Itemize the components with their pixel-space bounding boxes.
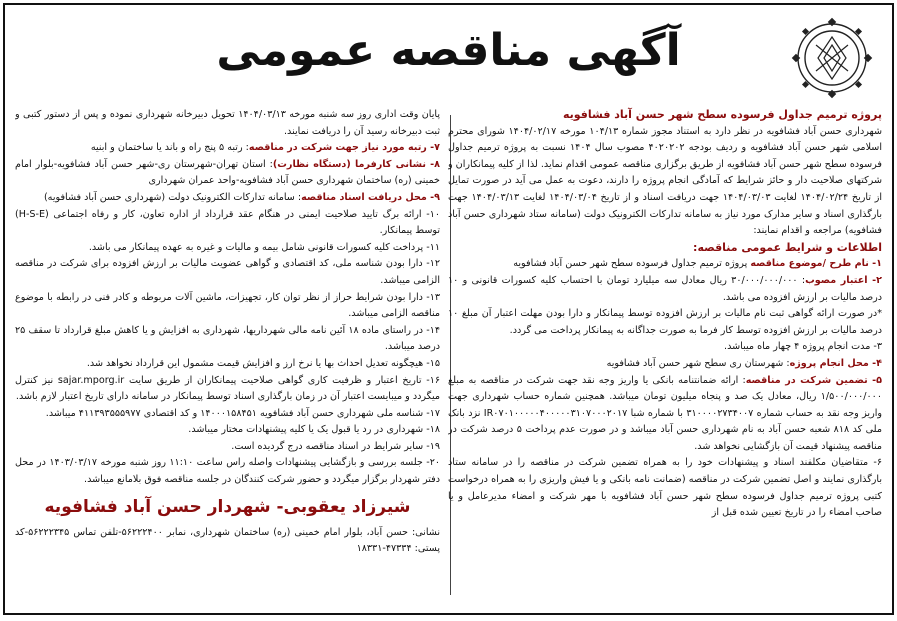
- item-3: ۳- مدت انجام پروژه ۴ چهار ماه میباشد.: [724, 341, 882, 353]
- item-18: ۱۸- شهرداری در رد یا قبول یک یا کلیه پیشنهادات مختار میباشد.: [188, 424, 440, 436]
- item-9-label: ۹- محل دریافت اسناد مناقصه: [301, 191, 440, 203]
- notice-header: [13, 11, 884, 103]
- item-11: ۱۱- پرداخت کلیه کسورات قانونی شامل بیمه و مالیات و غیره به عهده پیمانکار می باشد.: [88, 241, 440, 253]
- item-2-label: ۲- اعتبار مصوب: [805, 274, 882, 286]
- item-20: ۲۰- جلسه بررسی و بازگشایی پیشنهادات واصله راس ساعت ۱۱:۱۰ روز شنبه مورخه ۱۴۰۳/۰۳/۱۷ در محل دفتر شهردار برگزار میگردد و حضور شرکت کنندگان در جلسه مناقصه فوق بلامانع میباشد.: [15, 457, 440, 486]
- item-15: ۱۵- هیچگونه تعدیل احداث بها یا نرخ ارز و افزایش قیمت مشمول این قرارداد نخواهد شد.: [86, 357, 440, 369]
- municipality-seal-icon: [786, 15, 878, 101]
- right-column: [448, 107, 882, 607]
- item-8-text: : استان تهران-شهرستان ری-شهر حسن آباد فشافویه-بلوار امام خمینی (ره) ساختمان شهرداری حسن آباد فشافویه-واحد عمران شهرداری: [15, 158, 440, 187]
- tender-notice: [3, 3, 894, 615]
- item-12: ۱۲- دارا بودن شناسه ملی، کد اقتصادی و گواهی عضویت مالیات بر ارزش افزوده برای شرکت در مناقصه الزامی میباشد.: [15, 258, 440, 286]
- item-6: ۶- متقاضیان مکلفند اسناد و پیشنهادات خود را به همراه تضمین شرکت در مناقصه را در سامانه ستاد بارگذاری نمایند و اصل تضمین شرکت در مناقصه (ضمانت نامه بانکی و یا فیش واریزی را به همراه درخواست کتبی پروژه ترمیم جداول فرسوده سطح شهر حسن آباد فشافویه با مهر شرکت و امضاء مدیرعامل و یا صاحب امضاء را در تاریخ تعیین شده قبل از: [448, 457, 882, 519]
- project-title: پروژه ترمیم جداول فرسوده سطح شهر حسن آباد فشافویه: [562, 108, 882, 121]
- item-1-text: پروژه ترمیم جداول فرسوده سطح شهر حسن آباد فشافویه: [513, 258, 751, 270]
- item-14: ۱۴- در راستای ماده ۱۸ آئین نامه مالی شهرداریها، شهرداری به افزایش و یا کاهش مبلغ قرارداد تا سقف ۲۵ درصد میباشد.: [15, 324, 440, 353]
- item-7: [15, 140, 440, 157]
- item-4: [448, 356, 882, 373]
- item-17: ۱۷- شناسه ملی شهرداری حسن آباد فشافویه ۱۴۰۰۰۱۵۸۴۵۱ و کد اقتصادی ۴۱۱۳۹۳۵۵۵۹۷۷ میباشد.: [45, 407, 440, 419]
- item-8-label: ۸- نشانی کارفرما (دستگاه نظارت): [272, 158, 440, 170]
- item-19: ۱۹- سایر شرایط در اسناد مناقصه درج گردیده است.: [231, 440, 440, 452]
- item-1-label: ۱- نام طرح /موضوع مناقصه: [750, 258, 882, 270]
- item-2: [448, 273, 882, 306]
- contact-info: نشانی: حسن آباد، بلوار امام خمینی (ره) ساختمان شهرداری، نمابر ۵۶۲۲۲۴۰۰-تلفن تماس ۵۶۲۲۲۳۴۵-کد پستی: ۴۷۳۳۴-۱۸۳۳۱: [15, 526, 440, 555]
- vat-note: *در صورت ارائه گواهی ثبت نام مالیات بر ارزش افزوده توسط پیمانکار و دارا بودن مهلت اعتبار آن مبلغ ۱۰ درصد مالیات بر ارزش افزوده توسط کار فرما به صورت جداگانه به پیمانکار پرداخت می گردد.: [448, 308, 882, 336]
- section-heading: اطلاعات و شرایط عمومی مناقصه:: [693, 240, 882, 254]
- item-7-text: : رتبه ۵ پنج راه و باند یا ساختمان و ابنیه: [90, 142, 249, 154]
- item-4-label: ۴- محل انجام پروژه: [789, 357, 882, 369]
- item-1: [448, 256, 882, 273]
- mayor-signature: شیرزاد یعقوبی- شهردار حسن آباد فشافویه: [44, 496, 411, 517]
- continuation-paragraph: پایان وقت اداری روز سه شنبه مورخه ۱۴۰۴/۰۳/۱۳ تحویل دبیرخانه شهرداری نموده و پس از دستور کتبی و ثبت دبیرخانه رسید آن را دریافت نمایند.: [15, 109, 440, 137]
- item-7-label: ۷- رتبه مورد نیاز جهت شرکت در مناقصه: [248, 142, 440, 154]
- item-5: [448, 373, 882, 456]
- item-10: ۱۰- ارائه برگ تایید صلاحیت ایمنی در هنگام عقد قرارداد از اداره تعاون، کار و رفاه اجتماعی (H-S-E) توسط پیمانکار.: [15, 208, 440, 237]
- left-column: [15, 107, 440, 607]
- intro-paragraph: شهرداری حسن آباد فشافویه در نظر دارد به استناد مجوز شماره ۱۰۴/۱۳ مورخه ۱۴۰۴/۰۲/۱۷ شورای محترم اسلامی شهر حسن آباد فشافویه و ردیف بودجه ۴۰۲۰۲۰۲ مصوب سال ۱۴۰۴ نسبت به پروژه ترمیم جداول فرسوده سطح شهر حسن آباد فشافویه از طریق برگزاری مناقصه عمومی اقدام نماید. لذا از کلیه پیمانکاران و شرکتهای صلاحیت دار و حائز شرایط که آمادگی انجام پروژه را دارند، دعوت به عمل می آید در صورت تمایل از تاریخ ۱۴۰۴/۰۲/۲۴ لغایت ۱۴۰۴/۰۳/۰۳ جهت دریافت اسناد و از تاریخ ۱۴۰۴/۰۳/۰۴ لغایت ۱۴۰۴/۰۳/۱۳ جهت بارگذاری اسناد و سایر مدارک مورد نیاز به سامانه تدارکات الکترونیک دولت (سامانه ستاد شهرداری حسن آباد فشافویه) مراجعه و اقدام نمایند:: [448, 125, 882, 237]
- item-8: [15, 157, 440, 190]
- item-9-text: : سامانه تدارکات الکترونیک دولت (شهرداری حسن آباد فشافویه): [43, 191, 302, 203]
- item-2-text: : ۳۰/۰۰۰/۰۰۰/۰۰۰ ریال معادل سه میلیارد تومان با احتساب کلیه کسورات قانونی و ۱۰ درصد مالیات بر ارزش افزوده می باشد.: [448, 274, 882, 303]
- item-13: ۱۳- دارا بودن شرایط حراز از نظر توان کار، تجهیزات، ماشین آلات مربوطه و کادر فنی در رابطه با موضوع مناقصه الزامی میباشد.: [15, 291, 440, 320]
- item-5-text: : ارائه ضمانتنامه بانکی یا واریز وجه نقد جهت شرکت در مناقصه به مبلغ ۱/۵۰۰/۰۰۰/۰۰۰ ریال، معادل یک صد و پنجاه میلیون تومان میباشد. همچنین شماره حساب شهرداری جهت واریز وجه نقد به حساب شماره ۳۱۰۰۰۰۲۷۳۴۰۰۷ با شماره شبا IR۰۷۰۱۰۰۰۰۰۴۰۰۰۰۰۳۱۰۷۰۰۰۲۰۱۷ نزد بانک ملی کد ۸۱۸ شعبه حسن آباد به نام شهرداری حسن آباد میباشد و در صورت عدم پرداخت ۵ درصد شرکت در مناقصه پیشنهاد قیمت آن بازگشایی نخواهد شد.: [448, 374, 882, 452]
- item-5-label: ۵- تضمین شرکت در مناقصه: [745, 374, 882, 386]
- item-16: ۱۶- تاریخ اعتبار و ظرفیت کاری گواهی صلاحیت پیمانکاران از طریق سایت sajar.mporg.ir نیز کنترل میگردد و میبایست اعتبار آن در زمان بارگذاری اسناد توسط پیمانکار در سامانه دارای تاریخ اعتبار لازم باشد.: [15, 374, 440, 403]
- item-4-text: : شهرستان ری سطح شهر حسن آباد فشافویه: [606, 357, 790, 369]
- notice-title: آگهی مناقصه عمومی: [216, 25, 681, 76]
- item-9: [15, 190, 440, 207]
